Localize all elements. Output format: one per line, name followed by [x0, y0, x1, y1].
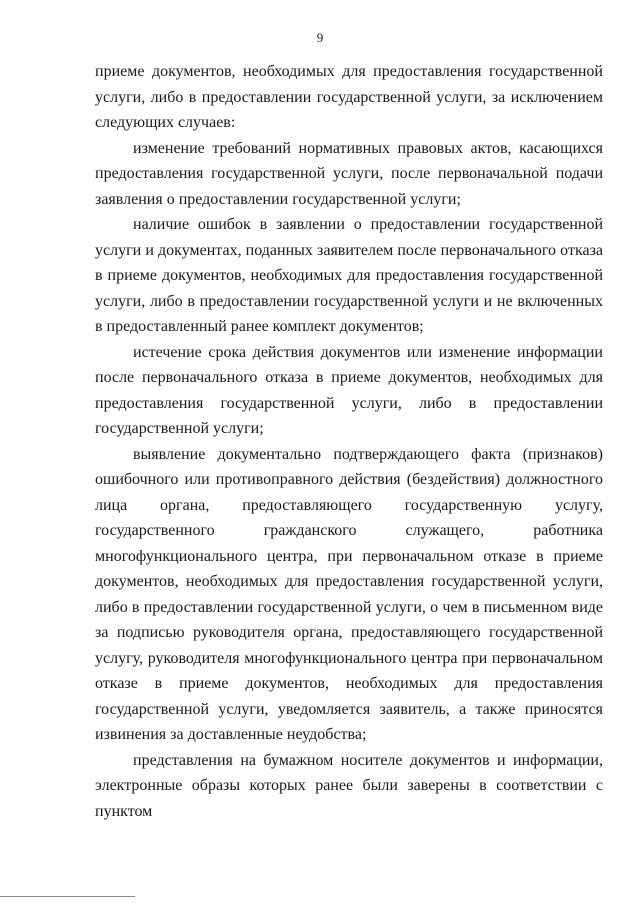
- paragraph-application-errors: наличие ошибок в заявлении о предоставлении государственной услуги и документах, поданных заявителем после первоначального отказа в приеме документов, необходимых для предоставления государственной услуги, либо в предоставлении государственной услуги и не включенных в предоставленный ранее комплект документов;: [95, 216, 603, 335]
- paragraph-requirements-change: изменение требований нормативных правовых актов, касающихся предоставления государственной услуги, после первоначальной подачи заявления о предоставлении государственной услуги;: [95, 139, 603, 208]
- paragraph-document-expiry: истечение срока действия документов или изменение информации после первоначального отказа в приеме документов, необходимых для предоставления государственной услуги, либо в предоставлении государственной услуги;: [95, 343, 603, 437]
- paragraph-continuation: приеме документов, необходимых для предоставления государственной услуги, либо в предоставлении государственной услуги, за исключением следующих случаев:: [95, 63, 603, 131]
- page-number: 9: [316, 30, 324, 45]
- paragraph-paper-submission: представления на бумажном носителе документов и информации, электронные образы которых ранее были заверены в соответствии с пунктом: [95, 751, 603, 820]
- document-body: [95, 59, 603, 824]
- paragraph-official-misconduct: выявление документально подтверждающего факта (признаков) ошибочного или противоправного действия (бездействия) должностного лица органа, предоставляющего государственную услугу, государственного гражданского служащего, работника многофункционального центра, при первоначальном отказе в приеме документов, необходимых для предоставления государственной услуги, либо в предоставлении государственной услуги, о чем в письменном виде за подписью руководителя органа, предоставляющего государственной услугу, руководителя многофункционального центра при первоначальном отказе в приеме документов, необходимых для предоставления государственной услуги, уведомляется заявитель, а также приносятся извинения за доставленные неудобства;: [95, 445, 603, 743]
- footnote-separator-line: [0, 896, 135, 897]
